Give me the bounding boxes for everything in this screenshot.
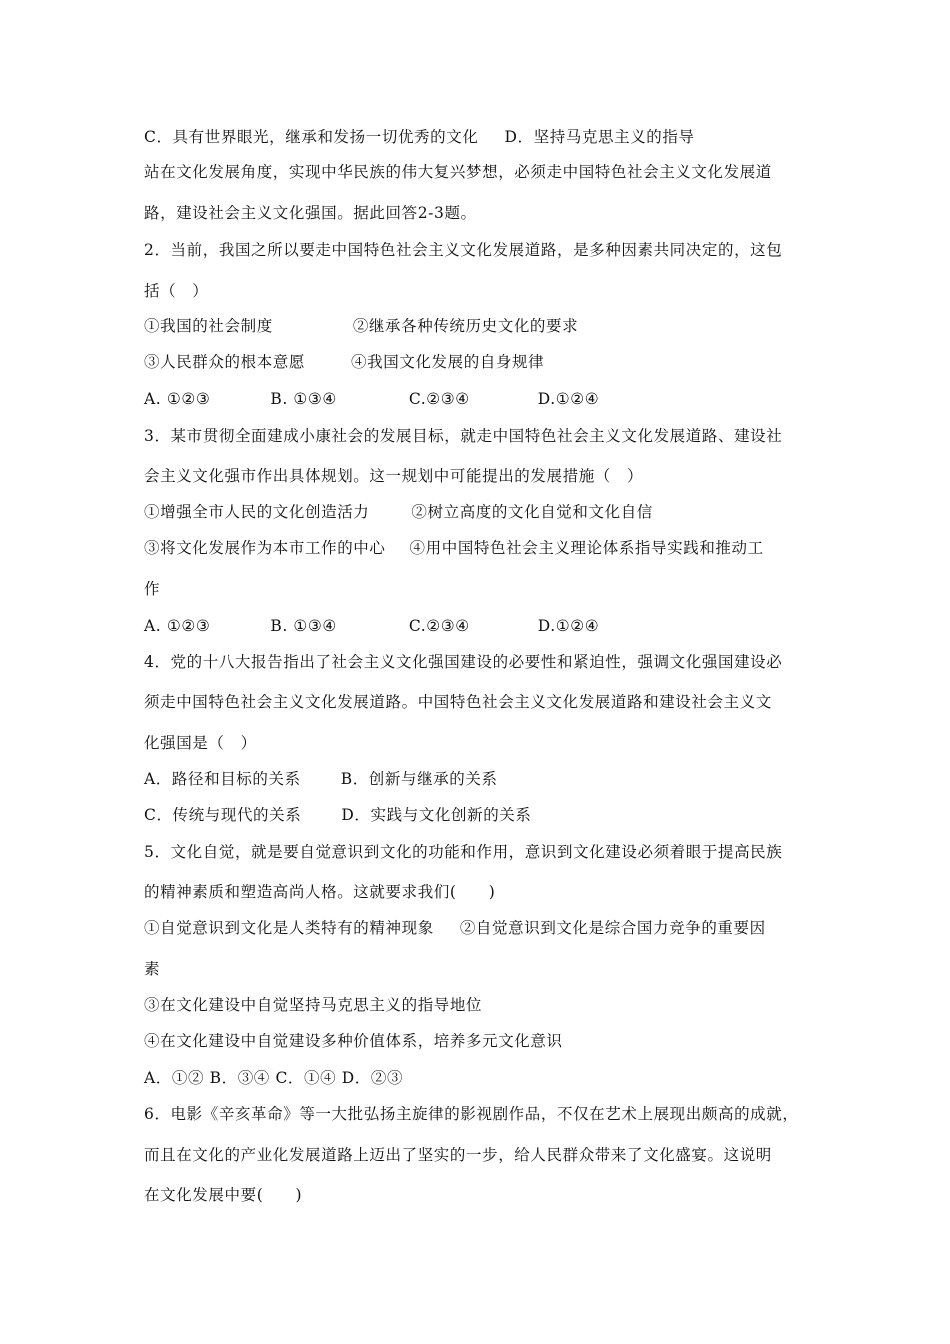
text-segment: ②继承各种传统历史文化的要求: [352, 317, 579, 335]
text-segment: 会主义文化强市作出具体规划。这一规划中可能提出的发展措施（ ）: [144, 467, 644, 485]
text-segment: 2．当前，我国之所以要走中国特色社会主义文化发展道路，是多种因素共同决定的，这包: [144, 241, 783, 259]
text-segment: ④我国文化发展的自身规律: [351, 353, 545, 371]
text-line: [144, 959, 160, 979]
text-segment: ③将文化发展作为本市工作的中心: [144, 539, 386, 557]
text-line: [144, 616, 599, 636]
text-segment: 化强国是（ ）: [144, 734, 257, 752]
text-segment: A. ①②③: [144, 390, 211, 408]
text-line: [144, 995, 482, 1015]
text-line: [144, 281, 208, 301]
text-segment: D．坚持马克思主义的指导: [504, 128, 695, 146]
text-segment: D.①②④: [537, 617, 600, 635]
text-segment: B．创新与继承的关系: [340, 770, 498, 788]
text-line: [144, 769, 498, 789]
text-line: [144, 692, 772, 712]
text-line: [144, 842, 782, 862]
text-segment: 6．电影《辛亥革命》等一大批弘扬主旋律的影视剧作品，不仅在艺术上展现出颇高的成就，: [144, 1105, 799, 1123]
text-line: [144, 127, 695, 147]
text-line: [144, 389, 599, 409]
text-line: [144, 1104, 798, 1124]
text-segment: B. ①③④: [270, 390, 337, 408]
text-line: [144, 352, 544, 372]
text-segment: 素: [144, 960, 161, 978]
text-line: [144, 538, 764, 558]
text-segment: ③人民群众的根本意愿: [144, 353, 306, 371]
text-segment: C.②③④: [408, 390, 470, 408]
text-segment: ①我国的社会制度: [144, 317, 273, 335]
text-line: [144, 579, 160, 599]
text-segment: 站在文化发展角度，实现中华民族的伟大复兴梦想，必须走中国特色社会主义文化发展道: [144, 163, 772, 181]
text-line: [144, 316, 578, 336]
text-line: [144, 652, 782, 672]
text-segment: 4．党的十八大报告指出了社会主义文化强国建设的必要性和紧迫性，强调文化强国建设必: [144, 653, 783, 671]
text-segment: ④在文化建设中自觉建设多种价值体系，培养多元文化意识: [144, 1032, 563, 1050]
text-segment: 5．文化自觉，就是要自觉意识到文化的功能和作用，意识到文化建设必须着眼于提高民族: [144, 843, 783, 861]
text-segment: 3．某市贯彻全面建成小康社会的发展目标，就走中国特色社会主义文化发展道路、建设社: [144, 427, 783, 445]
text-line: [144, 502, 653, 522]
text-line: [144, 1145, 772, 1165]
text-segment: D．实践与文化创新的关系: [341, 806, 532, 824]
text-segment: ②树立高度的文化自觉和文化自信: [411, 503, 653, 521]
text-line: [144, 1068, 403, 1088]
text-line: [144, 426, 782, 446]
text-line: [144, 733, 257, 753]
text-segment: A．①② B．③④ C．①④ D．②③: [144, 1069, 404, 1087]
text-segment: ②自觉意识到文化是综合国力竞争的重要因: [459, 919, 766, 937]
text-segment: 作: [144, 580, 161, 598]
text-line: [144, 918, 766, 938]
text-segment: ④用中国特色社会主义理论体系指导实践和推动工: [409, 539, 764, 557]
text-line: [144, 162, 772, 182]
text-segment: 的精神素质和塑造高尚人格。这就要求我们( ): [144, 883, 496, 901]
text-segment: B. ①③④: [270, 617, 337, 635]
text-line: [144, 805, 532, 825]
text-segment: A．路径和目标的关系: [144, 770, 301, 788]
text-segment: C．具有世界眼光，继承和发扬一切优秀的文化: [144, 128, 479, 146]
text-segment: C．传统与现代的关系: [144, 806, 302, 824]
text-segment: 须走中国特色社会主义文化发展道路。中国特色社会主义文化发展道路和建设社会主义文: [144, 693, 772, 711]
text-segment: C.②③④: [408, 617, 470, 635]
text-line: [144, 1031, 563, 1051]
text-segment: 括（ ）: [144, 282, 209, 300]
text-segment: 在文化发展中要( ): [144, 1186, 303, 1204]
text-segment: 路，建设社会主义文化强国。据此回答2-3题。: [144, 204, 477, 222]
text-line: [144, 1185, 302, 1205]
text-segment: A. ①②③: [144, 617, 211, 635]
text-line: [144, 466, 643, 486]
text-segment: ①增强全市人民的文化创造活力: [144, 503, 370, 521]
text-segment: 而且在文化的产业化发展道路上迈出了坚实的一步，给人民群众带来了文化盛宴。这说明: [144, 1146, 772, 1164]
text-segment: ③在文化建设中自觉坚持马克思主义的指导地位: [144, 996, 483, 1014]
text-line: [144, 203, 477, 223]
text-line: [144, 882, 495, 902]
text-segment: D.①②④: [537, 390, 600, 408]
text-line: [144, 240, 782, 260]
text-segment: ①自觉意识到文化是人类特有的精神现象: [144, 919, 434, 937]
